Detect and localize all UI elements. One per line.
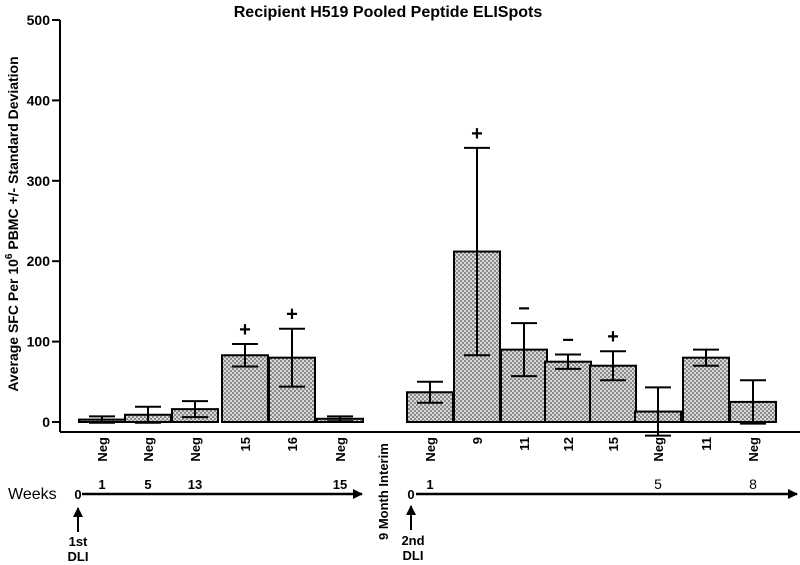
category-label: Neg: [651, 437, 666, 462]
category-label: Neg: [141, 437, 156, 462]
start-week-2: 0: [407, 487, 415, 502]
category-label: 12: [561, 437, 576, 452]
y-tick-label: 500: [26, 12, 50, 28]
dli1-line2: DLI: [67, 549, 89, 564]
weeks-label: Weeks: [8, 486, 57, 503]
y-axis-label-part-2: PBMC +/- Standard Deviation: [5, 56, 21, 254]
week-label: 15: [332, 477, 348, 492]
chart-title: Recipient H519 Pooled Peptide ELISpots: [233, 4, 543, 21]
y-tick-label: 200: [26, 253, 50, 270]
dli2-line2: DLI: [402, 548, 424, 563]
response-sign: +: [471, 122, 483, 145]
category-label: 11: [517, 437, 532, 451]
bar: [545, 362, 591, 422]
week-label: 8: [749, 476, 757, 492]
category-label: 16: [285, 437, 300, 452]
category-label: Neg: [333, 437, 348, 462]
response-sign: −: [562, 329, 574, 352]
category-label: Neg: [95, 437, 110, 462]
category-label: 15: [606, 437, 621, 452]
y-tick-label: 400: [26, 92, 50, 109]
week-label: 13: [187, 477, 203, 492]
start-week-1: 0: [74, 487, 82, 502]
category-label: 9: [470, 437, 485, 445]
week-label: 5: [144, 477, 152, 492]
response-sign: +: [607, 326, 619, 349]
dli1-line1: 1st: [68, 534, 88, 549]
category-label: Neg: [188, 437, 203, 462]
category-labels: [95, 437, 761, 462]
y-axis-label-part-1: Average SFC Per 10: [5, 259, 21, 392]
dli2-line1: 2nd: [401, 533, 425, 548]
response-signs: [239, 123, 619, 352]
y-axis-label-exponent: 6: [4, 253, 15, 260]
response-sign: −: [518, 298, 530, 321]
week-label: 1: [98, 477, 106, 492]
interim-label: 9 Month Interim: [376, 443, 391, 540]
bar-series: [79, 252, 776, 422]
y-tick-label: 0: [42, 414, 50, 430]
week-label: 5: [654, 476, 662, 492]
category-label: Neg: [746, 437, 761, 462]
response-sign: +: [239, 319, 251, 342]
y-axis: [27, 12, 60, 430]
y-axis-label: [4, 56, 21, 391]
category-label: 11: [699, 437, 714, 451]
week-labels: [98, 476, 757, 492]
response-sign: +: [286, 303, 298, 326]
category-label: 15: [238, 437, 253, 452]
bar: [683, 358, 729, 422]
y-tick-label: 100: [26, 333, 50, 350]
category-label: Neg: [423, 437, 438, 462]
week-label: 1: [426, 477, 434, 492]
y-tick-label: 300: [26, 172, 50, 189]
